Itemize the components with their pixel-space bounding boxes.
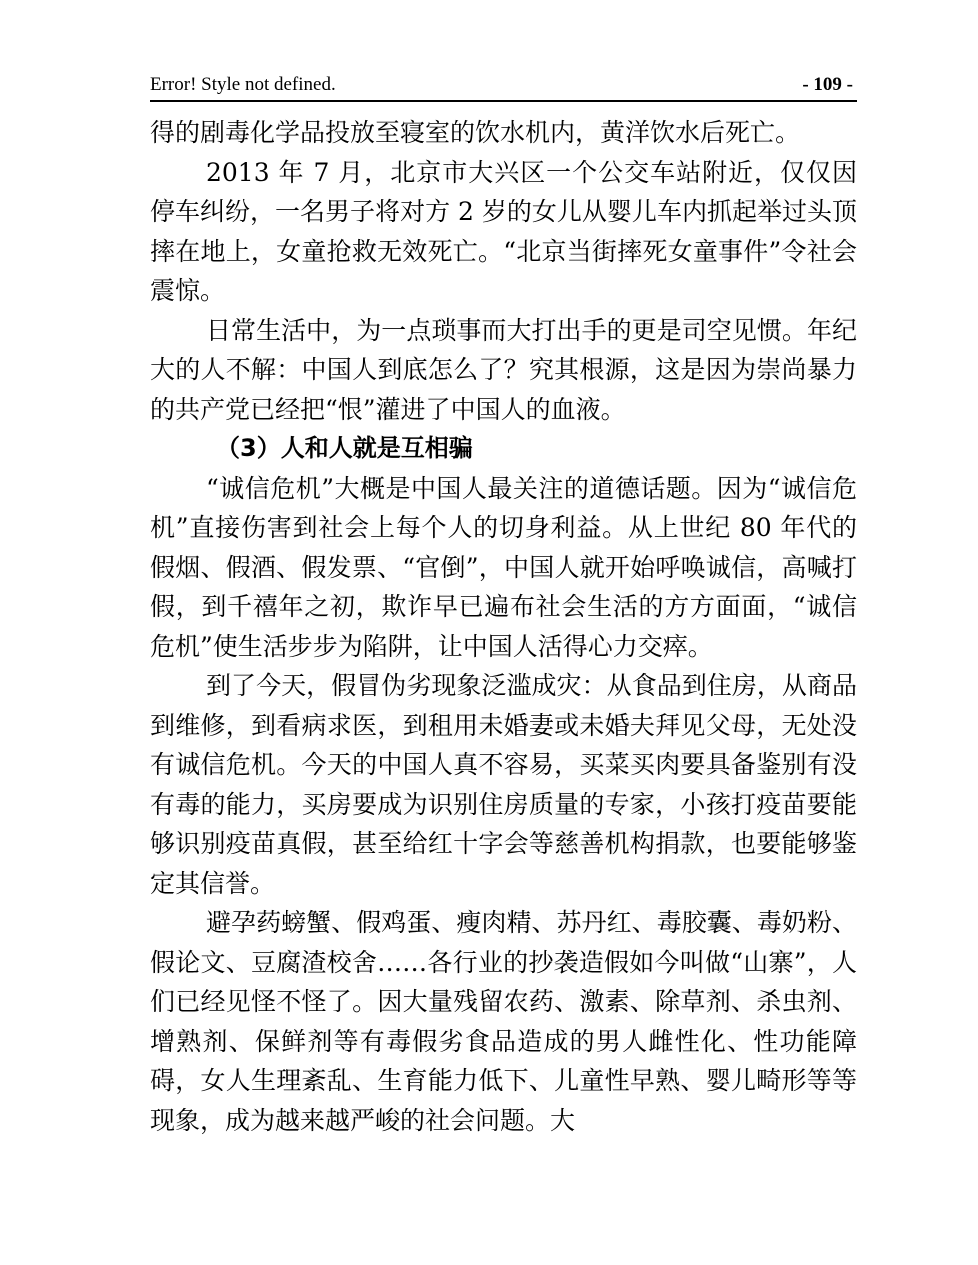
body-text <box>150 113 857 1140</box>
paragraph: 日常生活中，为一点琐事而大打出手的更是司空见惯。年纪大的人不解：中国人到底怎么了？究其根源，这是因为崇尚暴力的共产党已经把“恨”灌进了中国人的血液。 <box>150 315 857 424</box>
section-subheading: （3）人和人就是互相骗 <box>216 434 473 462</box>
paragraph: 到了今天，假冒伪劣现象泛滥成灾：从食品到住房，从商品到维修，到看病求医，到租用未婚妻或未婚夫拜见父母，无处没有诚信危机。今天的中国人真不容易，买菜买肉要具备鉴别有没有毒的能力，买房要成为识别住房质量的专家，小孩打疫苗要能够识别疫苗真假，甚至给红十字会等慈善机构捐款，也要能够鉴定其信誉。 <box>150 671 857 898</box>
page-number: - 109 - <box>802 74 853 95</box>
paragraph: “诚信危机”大概是中国人最关注的道德话题。因为“诚信危机”直接伤害到社会上每个人的切身利益。从上世纪 80 年代的假烟、假酒、假发票、“官倒”，中国人就开始呼唤诚信，高喊打假，到千禧年之初，欺诈早已遍布社会生活的方方面面，“诚信危机”使生活步步为陷阱，让中国人活得心力交瘁。 <box>150 473 857 661</box>
running-header <box>150 66 857 102</box>
paragraph: 避孕药螃蟹、假鸡蛋、瘦肉精、苏丹红、毒胶囊、毒奶粉、假论文、豆腐渣校舍……各行业的抄袭造假如今叫做“山寨”，人们已经见怪不怪了。因大量残留农药、激素、除草剂、杀虫剂、增熟剂、保鲜剂等有毒假劣食品造成的男人雌性化、性功能障碍，女人生理紊乱、生育能力低下、儿童性早熟、婴儿畸形等等现象，成为越来越严峻的社会问题。大 <box>150 908 857 1135</box>
running-title: Error! Style not defined. <box>150 74 336 95</box>
paragraph-continuation: 得的剧毒化学品投放至寝室的饮水机内，黄洋饮水后死亡。 <box>150 118 801 147</box>
book-page <box>150 66 857 1140</box>
paragraph: 2013 年 7 月，北京市大兴区一个公交车站附近，仅仅因停车纠纷，一名男子将对方 2 岁的女儿从婴儿车内抓起举过头顶摔在地上，女童抢救无效死亡。“北京当街摔死女童事件”令社会震惊。 <box>150 157 857 305</box>
